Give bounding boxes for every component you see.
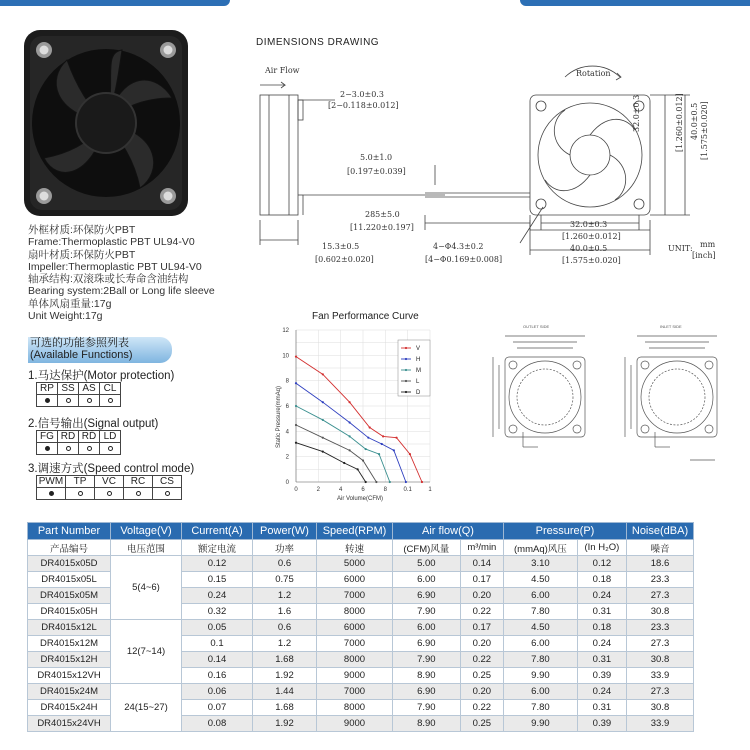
signal-output-table — [36, 430, 121, 455]
table-cell: 0.12 — [577, 556, 626, 572]
table-cell: 0.31 — [577, 604, 626, 620]
table-cell: 0.15 — [182, 572, 253, 588]
table-cell: 0.24 — [577, 636, 626, 652]
y-tick-label: 8 — [285, 378, 289, 385]
table-cell: 7.90 — [393, 700, 461, 716]
speed-control-title: 3.调速方式(Speed control mode) — [28, 463, 195, 475]
table-cell: 0.39 — [577, 716, 626, 732]
opt-label: FG — [37, 431, 58, 443]
table-cell: 0.39 — [577, 668, 626, 684]
table-cell: DR4015x05D — [28, 556, 111, 572]
dim-vert-width-b: [1.575±0.020] — [700, 101, 709, 160]
table-cell: 27.3 — [627, 684, 694, 700]
performance-chart — [270, 322, 445, 502]
dim-width-a: 40.0±0.5 — [570, 244, 608, 253]
opt-label: RC — [124, 476, 153, 488]
series-point-M — [322, 419, 324, 421]
col-header: Current(A) — [182, 523, 253, 540]
table-cell: 0.07 — [182, 700, 253, 716]
inlet-side-drawing — [615, 322, 740, 467]
legend-label-D: D — [416, 390, 421, 396]
table-cell: 0.75 — [253, 572, 317, 588]
series-point-H — [349, 421, 351, 423]
series-point-M — [349, 435, 351, 437]
empty-dot-icon — [136, 491, 141, 496]
table-cell: 0.31 — [577, 700, 626, 716]
chart-ylabel: Static Pressure(mmAq) — [276, 385, 282, 449]
outlet-side-drawing — [483, 322, 608, 460]
opt-label: TP — [66, 476, 95, 488]
table-cell: DR4015x12M — [28, 636, 111, 652]
x-tick-label: 8 — [383, 487, 388, 493]
x-tick-label: 1 — [428, 487, 432, 493]
series-point-H — [393, 449, 395, 451]
empty-dot-icon — [107, 491, 112, 496]
table-cell: DR4015x12VH — [28, 668, 111, 684]
table-cell: DR4015x24H — [28, 700, 111, 716]
table-cell: 0.32 — [182, 604, 253, 620]
series-point-M — [365, 448, 367, 450]
col-subheader: 电压范围 — [111, 540, 182, 556]
dimensions-drawing — [245, 55, 725, 275]
table-cell: 0.22 — [460, 700, 503, 716]
series-point-M — [389, 481, 391, 483]
table-cell: DR4015x12L — [28, 620, 111, 636]
col-header: Noise(dBA) — [627, 523, 694, 540]
dimensions-title: DIMENSIONS DRAWING — [256, 37, 380, 48]
col-header: Pressure(P) — [504, 523, 627, 540]
motor-protection-title: 1.马达保护(Motor protection) — [28, 370, 175, 382]
available-zh: 可选的功能参照列表 — [30, 337, 129, 349]
filled-dot-icon — [45, 398, 50, 403]
table-cell: 23.3 — [627, 572, 694, 588]
voltage-cell: 24(15~27) — [111, 684, 182, 732]
table-cell: 0.24 — [577, 588, 626, 604]
col-subheader: m³/min — [460, 540, 503, 556]
dim-lead-a: 5.0±1.0 — [360, 153, 393, 162]
series-point-D — [322, 451, 324, 453]
empty-dot-icon — [108, 446, 113, 451]
chart-title: Fan Performance Curve — [312, 311, 419, 322]
table-cell: 27.3 — [627, 636, 694, 652]
series-point-L — [349, 449, 351, 451]
series-point-V — [409, 453, 411, 455]
table-cell: 6000 — [317, 572, 393, 588]
table-cell: 0.6 — [253, 556, 317, 572]
series-point-L — [362, 459, 364, 461]
dim-vert-width-a: 40.0±0.5 — [690, 102, 699, 140]
spec-line: 外框材质:环保防火PBT — [28, 224, 136, 236]
voltage-cell: 5(4~6) — [111, 556, 182, 620]
series-point-V — [295, 356, 297, 358]
dim-cable-a: 285±5.0 — [365, 210, 400, 219]
table-cell: 0.22 — [460, 652, 503, 668]
series-point-D — [365, 481, 367, 483]
series-point-H — [367, 437, 369, 439]
col-header: Speed(RPM) — [317, 523, 393, 540]
unit-prefix: UNIT: — [668, 244, 693, 253]
motor-protection-table — [36, 382, 121, 407]
series-point-V — [382, 435, 384, 437]
legend-label-V: V — [416, 346, 421, 352]
top-accent-bar-right — [520, 0, 750, 6]
table-cell: 33.9 — [627, 716, 694, 732]
chart-xlabel: Air Volume(CFM) — [336, 496, 384, 502]
series-point-V — [369, 426, 371, 428]
table-cell: 1.6 — [253, 604, 317, 620]
dim-hole-spacing-b: [1.260±0.012] — [562, 232, 621, 241]
opt-label: RP — [37, 383, 58, 395]
spec-line: Frame:Thermoplastic PBT UL94-V0 — [28, 236, 195, 249]
table-cell: DR4015x05M — [28, 588, 111, 604]
table-cell: 3.10 — [504, 556, 578, 572]
table-cell: 9000 — [317, 716, 393, 732]
table-cell: 0.08 — [182, 716, 253, 732]
series-point-V — [322, 373, 324, 375]
spec-table — [27, 522, 694, 732]
dim-vert-spacing-a: 32.0±0.3 — [632, 94, 641, 132]
table-cell: 1.2 — [253, 588, 317, 604]
table-cell: DR4015x05L — [28, 572, 111, 588]
opt-label: CS — [153, 476, 182, 488]
col-subheader: 产品编号 — [28, 540, 111, 556]
table-cell: 7.90 — [393, 652, 461, 668]
series-point-D — [357, 468, 359, 470]
table-subheader-row — [28, 540, 694, 556]
table-cell: 0.20 — [460, 684, 503, 700]
table-cell: 0.17 — [460, 572, 503, 588]
empty-dot-icon — [66, 398, 71, 403]
table-cell: 0.24 — [577, 684, 626, 700]
empty-dot-icon — [87, 398, 92, 403]
table-cell: 0.18 — [577, 620, 626, 636]
col-header: Voltage(V) — [111, 523, 182, 540]
spec-line: Impeller:Thermoplastic PBT UL94-V0 — [28, 260, 202, 273]
table-cell: 0.06 — [182, 684, 253, 700]
opt-label: RD̄ — [79, 431, 100, 443]
table-cell: 33.9 — [627, 668, 694, 684]
table-cell: 4.50 — [504, 572, 578, 588]
legend-label-M: M — [416, 368, 421, 374]
table-cell: 9.90 — [504, 716, 578, 732]
table-cell: 1.68 — [253, 652, 317, 668]
empty-dot-icon — [108, 398, 113, 403]
table-cell: 0.6 — [253, 620, 317, 636]
y-tick-label: 10 — [282, 353, 289, 360]
empty-dot-icon — [165, 491, 170, 496]
table-cell: 0.14 — [460, 556, 503, 572]
table-cell: 0.22 — [460, 604, 503, 620]
table-cell: 0.20 — [460, 636, 503, 652]
table-cell: 0.25 — [460, 716, 503, 732]
unit-top: mm — [700, 240, 716, 249]
dim-hole-a: 4−Φ4.3±0.2 — [433, 242, 484, 251]
y-tick-label: 12 — [282, 328, 289, 334]
x-tick-label: 4 — [338, 487, 343, 493]
series-point-H — [381, 443, 383, 445]
table-cell: 7000 — [317, 636, 393, 652]
table-cell: 7.80 — [504, 604, 578, 620]
legend-marker-V — [405, 347, 407, 349]
x-tick-label: 6 — [361, 487, 365, 493]
table-cell: 7.80 — [504, 652, 578, 668]
spec-line: 单体风扇重量:17g — [28, 297, 112, 310]
x-tick-label: 2 — [316, 487, 321, 493]
opt-label: RD — [58, 431, 79, 443]
series-point-H — [322, 401, 324, 403]
table-cell: 6.00 — [393, 620, 461, 636]
series-point-M — [378, 453, 380, 455]
table-cell: 0.31 — [577, 652, 626, 668]
table-cell: 8000 — [317, 652, 393, 668]
table-cell: 6.00 — [393, 572, 461, 588]
series-point-H — [405, 481, 407, 483]
table-cell: 7000 — [317, 588, 393, 604]
y-tick-label: 6 — [285, 404, 289, 410]
table-cell: 0.20 — [460, 588, 503, 604]
col-header: Air flow(Q) — [393, 523, 504, 540]
table-cell: 8000 — [317, 604, 393, 620]
table-cell: 4.50 — [504, 620, 578, 636]
y-tick-label: 4 — [285, 429, 289, 436]
table-row — [28, 684, 694, 700]
table-cell: 1.92 — [253, 668, 317, 684]
table-cell: 30.8 — [627, 700, 694, 716]
series-point-L — [295, 424, 297, 426]
table-cell: 0.18 — [577, 572, 626, 588]
col-subheader: (CFM)风量 — [393, 540, 461, 556]
fan-photo — [22, 28, 190, 218]
table-row — [28, 556, 694, 572]
opt-label: PWM — [37, 476, 66, 488]
dim-depth-a: 15.3±0.5 — [322, 242, 360, 251]
col-subheader: (In H₂O) — [577, 540, 626, 556]
spec-line: 扇叶材质:环保防火PBT — [28, 248, 136, 261]
speed-control-table — [36, 475, 182, 500]
col-subheader: (mmAq)风压 — [504, 540, 578, 556]
top-accent-bar-left — [0, 0, 230, 6]
table-cell: 30.8 — [627, 604, 694, 620]
series-line-D — [296, 443, 366, 482]
opt-label: VC — [95, 476, 124, 488]
table-cell: 30.8 — [627, 652, 694, 668]
spec-line: Unit Weight:17g — [28, 310, 103, 323]
spec-line: 轴承结构:双滚珠或长寿命含油结构 — [28, 273, 189, 286]
opt-label: SS — [58, 383, 79, 395]
table-cell: 0.1 — [182, 636, 253, 652]
table-cell: 6000 — [317, 620, 393, 636]
empty-dot-icon — [78, 491, 83, 496]
legend-marker-D — [405, 391, 407, 393]
unit-bottom: [inch] — [692, 251, 716, 260]
empty-dot-icon — [87, 446, 92, 451]
col-subheader: 额定电流 — [182, 540, 253, 556]
filled-dot-icon — [45, 446, 50, 451]
opt-label: LD — [100, 431, 121, 443]
col-subheader: 功率 — [253, 540, 317, 556]
table-cell: 1.44 — [253, 684, 317, 700]
opt-label: AS — [79, 383, 100, 395]
dim-depth-b: [0.602±0.020] — [315, 255, 374, 264]
table-cell: 7.90 — [393, 604, 461, 620]
table-cell: 7000 — [317, 684, 393, 700]
table-cell: DR4015x24VH — [28, 716, 111, 732]
table-cell: 6.90 — [393, 588, 461, 604]
dim-hole-b: [4−Φ0.169±0.008] — [425, 255, 503, 264]
table-cell: 0.12 — [182, 556, 253, 572]
empty-dot-icon — [66, 446, 71, 451]
available-en: (Available Functions) — [30, 349, 133, 361]
inlet-side-label: INLET SIDE — [660, 324, 682, 329]
series-point-D — [295, 442, 297, 444]
voltage-cell: 12(7~14) — [111, 620, 182, 684]
dim-lead-b: [0.197±0.039] — [347, 167, 406, 176]
series-point-L — [322, 437, 324, 439]
legend-marker-M — [405, 369, 407, 371]
table-cell: 0.05 — [182, 620, 253, 636]
air-flow-label: Air Flow — [265, 66, 300, 75]
table-cell: 18.6 — [627, 556, 694, 572]
legend-marker-H — [405, 358, 407, 360]
outlet-side-label: OUTLET SIDE — [523, 324, 550, 329]
material-specs — [28, 224, 215, 322]
table-cell: 6.90 — [393, 636, 461, 652]
table-cell: 6.00 — [504, 588, 578, 604]
series-point-L — [375, 481, 377, 483]
table-cell: 1.68 — [253, 700, 317, 716]
dim-vert-spacing-b: [1.260±0.012] — [675, 93, 684, 152]
series-point-H — [295, 382, 297, 384]
table-body — [28, 556, 694, 732]
table-cell: 6.90 — [393, 684, 461, 700]
y-tick-label: 2 — [285, 454, 289, 461]
dim-thickness-b: [2−0.118±0.012] — [328, 101, 399, 110]
series-point-M — [295, 405, 297, 407]
dim-width-b: [1.575±0.020] — [562, 256, 621, 265]
series-point-V — [349, 401, 351, 403]
table-cell: 0.17 — [460, 620, 503, 636]
table-cell: 9000 — [317, 668, 393, 684]
x-tick-label: 0 — [294, 487, 298, 493]
side-view-frame — [260, 95, 298, 215]
table-cell: 0.25 — [460, 668, 503, 684]
col-header: Part Number — [28, 523, 111, 540]
table-cell: 8.90 — [393, 716, 461, 732]
table-cell: 9.90 — [504, 668, 578, 684]
table-cell: 6.00 — [504, 684, 578, 700]
y-tick-label: 0 — [285, 480, 289, 486]
table-cell: 5000 — [317, 556, 393, 572]
table-cell: DR4015x05H — [28, 604, 111, 620]
spec-line: Bearing system:2Ball or Long life sleeve — [28, 285, 215, 298]
table-cell: 8.90 — [393, 668, 461, 684]
col-subheader: 转速 — [317, 540, 393, 556]
table-cell: 7.80 — [504, 700, 578, 716]
filled-dot-icon — [49, 491, 54, 496]
table-cell: 0.16 — [182, 668, 253, 684]
series-line-L — [296, 425, 376, 482]
signal-output-title: 2.信号输出(Signal output) — [28, 418, 159, 430]
table-cell: 8000 — [317, 700, 393, 716]
dim-thickness-a: 2−3.0±0.3 — [340, 90, 384, 99]
table-cell: 6.00 — [504, 636, 578, 652]
table-cell: 0.24 — [182, 588, 253, 604]
table-cell: DR4015x12H — [28, 652, 111, 668]
table-cell: 5.00 — [393, 556, 461, 572]
col-header: Power(W) — [253, 523, 317, 540]
series-point-D — [343, 462, 345, 464]
table-cell: 1.92 — [253, 716, 317, 732]
legend-marker-L — [405, 380, 407, 382]
table-cell: 27.3 — [627, 588, 694, 604]
dim-hole-spacing-a: 32.0±0.3 — [570, 220, 608, 229]
table-header-row — [28, 523, 694, 540]
col-subheader: 噪音 — [627, 540, 694, 556]
table-row — [28, 620, 694, 636]
series-point-V — [421, 481, 423, 483]
available-functions-banner — [28, 337, 172, 363]
table-cell: DR4015x24M — [28, 684, 111, 700]
legend-label-H: H — [416, 357, 421, 363]
table-cell: 1.2 — [253, 636, 317, 652]
table-cell: 0.14 — [182, 652, 253, 668]
rotation-label: Rotation — [576, 69, 611, 78]
opt-label: CL — [100, 383, 121, 395]
x-tick-label: 0.1 — [403, 487, 412, 493]
legend-label-L: L — [416, 379, 420, 385]
series-point-V — [395, 437, 397, 439]
dim-cable-b: [11.220±0.197] — [350, 223, 414, 232]
table-cell: 23.3 — [627, 620, 694, 636]
